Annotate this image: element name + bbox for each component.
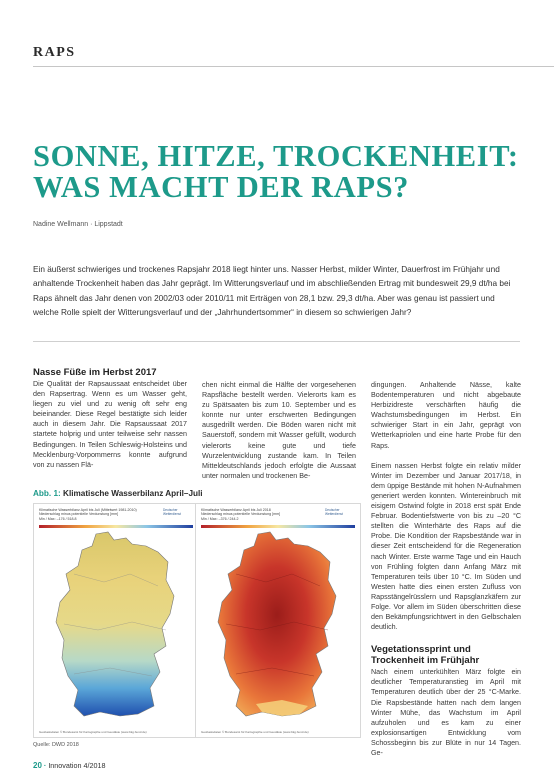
article-headline [33, 141, 553, 203]
germany-map-mean [34, 504, 198, 737]
column-3-para-3: Nach einem unterkühlten März folgte ein deutlicher Temperaturanstieg im April mit Temperaturen deutlich über der 25 °C-Marke. Die Rapsbestände hatten nach dem langen Winter Mühe, das Wachstum im April aufzuholen und es kam zu einer explosionsartigen Entwicklung vom Schossbeginn bis zur Blüte in nur 14 Tagen. Ge- [371, 668, 521, 757]
map-1-header: Klimatische Wasserbilanz April bis Juli (Mittelwert 1981-2010) Niederschlag minus potentielle Verdunstung [mm] Min / Max: –176 / 518.8 [39, 508, 137, 521]
top-rule [33, 66, 554, 67]
dwd-logo: Deutscher Wetterdienst [163, 508, 181, 516]
publication-name: Innovation 4/2018 [48, 761, 106, 770]
column-2 [202, 380, 356, 481]
divider [33, 341, 520, 342]
germany-map-2018 [196, 504, 360, 737]
map-1-credit: Geobasisdaten © Bundesamt für Kartographie und Geodäsie (www.bkg.bund.de) [39, 730, 147, 734]
map-2-header: Klimatische Wasserbilanz April bis Juli 2018 Niederschlag minus potentielle Verdunstung [mm] Min / Max: –376 / 244.2 [201, 508, 281, 521]
subheading-herbst: Nasse Füße im Herbst 2017 [33, 367, 157, 378]
map-2-credit: Geobasisdaten © Bundesamt für Kartographie und Geodäsie (www.bkg.bund.de) [201, 730, 309, 734]
map-mean-1981-2010 [33, 503, 199, 738]
footer-separator: · [43, 761, 47, 770]
subheading-fruehjahr: Vegetationssprint und Trockenheit im Frühjahr [371, 644, 480, 667]
headline-line-1: SONNE, HITZE, TROCKENHEIT: [33, 139, 519, 173]
headline-line-2: WAS MACHT DER RAPS? [33, 170, 410, 204]
figure-title: Klimatische Wasserbilanz April–Juli [63, 489, 203, 498]
column-1 [33, 367, 187, 470]
dwd-logo: Deutscher Wetterdienst [325, 508, 343, 516]
figure-source: Quelle: DWD 2018 [33, 742, 79, 748]
column-3-para-1: dingungen. Anhaltende Nässe, kalte Bodentemperaturen und nicht abgebaute Herbizidreste verschärften häufig die Wachstumsbedingungen im Herbst. Ein schwieriger Start in ein Jahr, geprägt von Wetterkapriolen und eine harte Probe für den Raps. [371, 381, 521, 450]
column-3 [371, 380, 521, 758]
figure-label: Abb. 1: [33, 489, 61, 498]
page-footer [33, 761, 105, 770]
lead-paragraph: Ein äußerst schwieriges und trockenes Rapsjahr 2018 liegt hinter uns. Nasser Herbst, milder Winter, Dauerfrost im Frühjahr und anhaltende Trockenheit haben das Jahr geprägt. Im Witterungsverlauf und im abschließenden Ertrag mit bundesweit 29,9 dt/ha bei Raps ähnelt das Jahr denen von 2002/03 oder 2010/11 mit Erträgen von 28,1 bzw. 29,3 dt/ha. Aber was genau ist passiert und welche Rolle spielt der Witterungsverlauf und der „Jahrhundertsommer“ in diesem so schwierigen Jahr? [33, 265, 511, 318]
map-2018 [195, 503, 361, 738]
column-1-text: Die Qualität der Rapsaussaat entscheidet über den Rapsertrag. Wenn es um Wasser geht, liegen zu viel und zu wenig oft sehr eng beieinander. Diese Regel bestätigte sich leider auch in diesem Jahr. Die Rapsaussaat 2017 startete holprig und unter teilweise sehr nassen Bedingungen. In Teilen Schleswig-Holsteins und Mecklenburg-Vorpommerns konnte aufgrund von zu nassen Flä- [33, 380, 187, 469]
column-3-para-2: Einem nassen Herbst folgte ein relativ milder Winter im Dezember und Januar 2017/18, in dem üppige Bestände mit hohen N-Aufnahmen generiert werden konnten. Wintereinbruch mit eisigem Ostwind folgte in 2018 erst spät Ende Februar. Bodentiefstwerte von bis zu –20 °C stellten die Winterhärte des Raps auf die Probe. Die Kondition der Rapsbestände war in dieser Zeit entscheidend für die Regeneration nach Winter. Erste warme Tage und ein Hauch von Frühling folgten dann Anfang März mit Temperaturen teils über 10 °C. Im Süden und Westen hatte dies einen ersten Zufluss von Rapsstängelrüsslern und Rapsglanzkäfern zur Folge. Vor allem im Süden überschritten diese den Bekämpfungsrichtwert in den Gelbschalen deutlich. [371, 461, 521, 632]
figure-caption [33, 489, 203, 498]
section-label: RAPS [33, 45, 76, 60]
page-number: 20 [33, 761, 42, 770]
byline: Nadine Wellmann · Lippstadt [33, 221, 123, 228]
column-2-text: chen nicht einmal die Hälfte der vorgesehenen Rapsfläche bestellt werden. Vielerorts kam es zu Spätsaaten bis zum 10. September und es konnte nur unter erschwerten Bedingungen ausgedrillt werden. Die Böden waren nicht mit Sauerstoff, sondern mit Wasser gefüllt, wodurch vielerorts keine gute und tiefe Wurzelentwicklung zustande kam. In Teilen Mitteldeutschlands jedoch erfolgte die Aussaat unter normalen und trockenen Be- [202, 381, 356, 480]
